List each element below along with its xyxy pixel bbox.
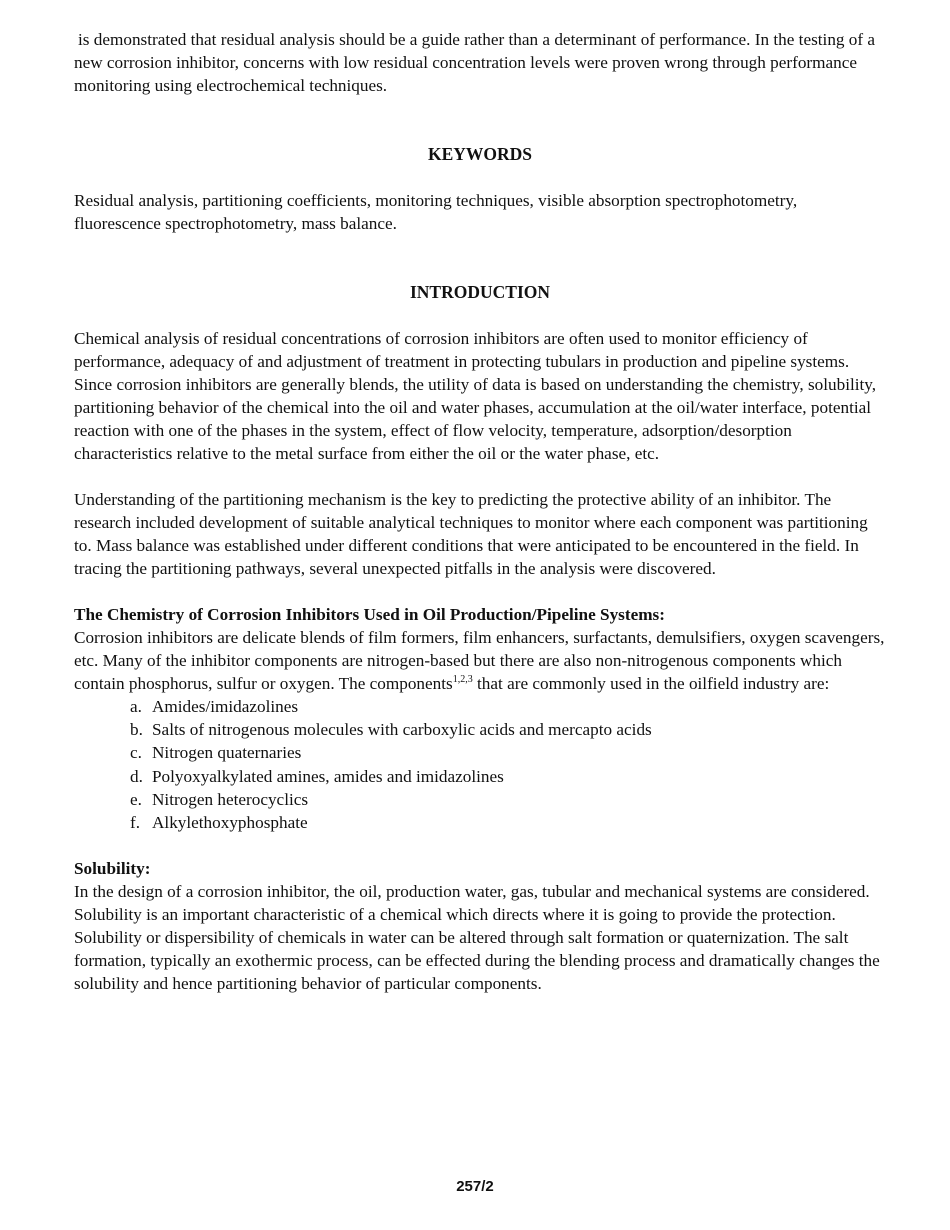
list-item-text: Polyoxyalkylated amines, amides and imidazolines xyxy=(152,766,504,786)
list-marker: b. xyxy=(130,720,143,740)
list-item xyxy=(130,811,886,834)
solubility-heading: Solubility: xyxy=(74,859,151,879)
citation-superscript: 1,2,3 xyxy=(452,674,473,685)
list-item-text: Nitrogen quaternaries xyxy=(152,743,302,763)
keywords-heading: KEYWORDS xyxy=(427,144,533,164)
list-marker: a. xyxy=(130,697,142,716)
list-item xyxy=(130,741,886,764)
introduction-paragraph-1: Chemical analysis of residual concentrations of corrosion inhibitors are often used to monitor efficiency of performance, adequacy of and adjustment of treatment in protecting tubulars in production and pipeline systems. Since corrosion inhibitors are generally blends, the utility of data is based on understanding the chemistry, solubility, partitioning behavior of the chemical into the oil and water phases, accumulation at the oil/water interface, potential reaction with one of the phases in the system, effect of flow velocity, temperature, adsorption/desorption characteristics relative to the metal surface from either the oil or the water phase, etc. xyxy=(74,329,877,463)
list-item-text: Amides/imidazolines xyxy=(152,697,299,716)
list-marker: e. xyxy=(130,789,142,809)
chemistry-text-after-sup: that are commonly used in the oilfield industry are: xyxy=(472,674,830,693)
keywords-paragraph: Residual analysis, partitioning coefficients, monitoring techniques, visible absorption spectrophotometry, fluorescence spectrophotometry, mass balance. xyxy=(74,191,798,233)
list-item-text: Salts of nitrogenous molecules with carboxylic acids and mercapto acids xyxy=(152,720,652,740)
solubility-paragraph: In the design of a corrosion inhibitor, the oil, production water, gas, tubular and mechanical systems are considered. Solubility is an important characteristic of a chemical which directs where it is going to provide the protection. Solubility or dispersibility of chemicals in water can be altered through salt formation or quaternization. The salt formation, typically an exothermic process, can be effected during the blending process and dramatically changes the solubility and hence partitioning behavior of particular components. xyxy=(74,882,880,994)
list-item-text: Nitrogen heterocyclics xyxy=(152,789,309,809)
chemistry-heading: The Chemistry of Corrosion Inhibitors Used in Oil Production/Pipeline Systems: xyxy=(74,605,665,624)
component-list xyxy=(74,695,886,834)
list-marker: c. xyxy=(130,743,142,763)
list-item xyxy=(130,765,886,788)
abstract-tail-paragraph: is demonstrated that residual analysis should be a guide rather than a determinant of performance. In the testing of a new corrosion inhibitor, concerns with low residual concentration levels were proven wrong through performance monitoring using electrochemical techniques. xyxy=(74,30,876,95)
list-item xyxy=(130,718,886,741)
introduction-paragraph-2: Understanding of the partitioning mechanism is the key to predicting the protective ability of an inhibitor. The research included development of suitable analytical techniques to monitor where each component was partitioning to. Mass balance was established under different conditions that were anticipated to be encountered in the field. In tracing the partitioning pathways, several unexpected pitfalls in the analysis were discovered. xyxy=(74,490,868,578)
document-page xyxy=(74,28,886,995)
chemistry-text-before-sup: Corrosion inhibitors are delicate blends of film formers, film enhancers, surfactants, demulsifiers, oxygen scavengers, etc. Many of the inhibitor components are nitrogen-based but there are also non-nitrogenous components which contain phosphorus, sulfur or oxygen. The components xyxy=(74,628,885,693)
list-item xyxy=(130,695,886,718)
list-item-text: Alkylethoxyphosphate xyxy=(152,813,308,833)
page-number: 257/2 xyxy=(456,1178,494,1195)
list-item xyxy=(130,788,886,811)
list-marker: d. xyxy=(130,766,143,786)
chemistry-paragraph xyxy=(74,626,886,695)
introduction-heading: INTRODUCTION xyxy=(409,282,551,302)
list-marker: f. xyxy=(130,813,141,833)
